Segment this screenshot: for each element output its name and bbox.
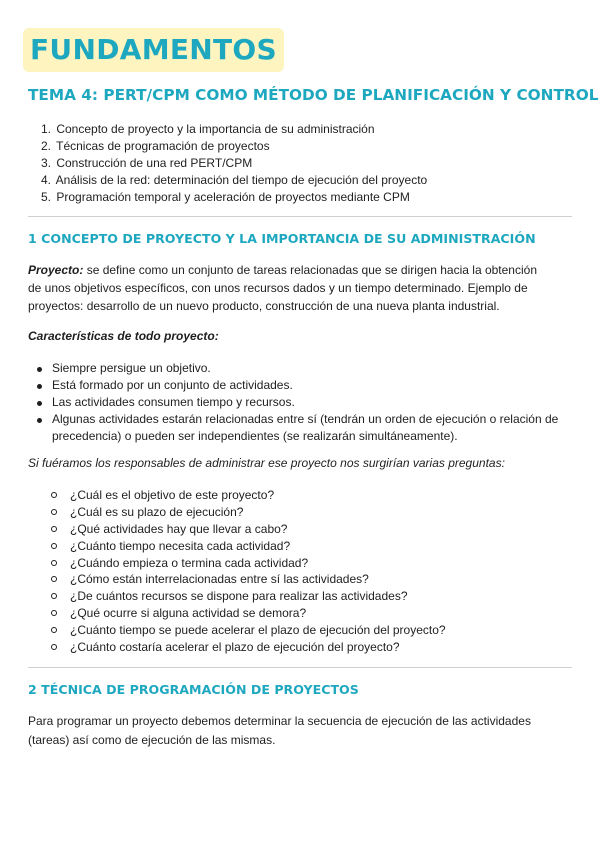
list-item-text: Está formado por un conjunto de actividades. <box>52 378 293 392</box>
characteristics-list <box>28 360 572 445</box>
circle-bullet-icon <box>51 644 57 650</box>
toc-item <box>28 189 568 206</box>
list-item <box>50 639 570 656</box>
paragraph-line: (tareas) así como de ejecución de las mismas. <box>28 733 276 747</box>
list-item <box>50 521 570 538</box>
toc-item <box>28 155 568 172</box>
list-item <box>50 622 570 639</box>
question-text: ¿Cuál es el objetivo de este proyecto? <box>70 488 275 502</box>
list-item <box>28 360 572 377</box>
definition-line <box>28 261 572 279</box>
table-of-contents <box>28 121 568 206</box>
circle-bullet-icon <box>51 526 57 532</box>
section-divider <box>28 216 572 217</box>
list-item-text: Siempre persigue un objetivo. <box>52 361 211 375</box>
toc-text: Concepto de proyecto y la importancia de su administración <box>56 122 375 136</box>
toc-item <box>28 138 568 155</box>
circle-bullet-icon <box>51 627 57 633</box>
list-item-text: Algunas actividades estarán relacionadas entre sí (tendrán un orden de ejecución o relación de precedencia) o pueden ser independientes (se realizarán simultáneamente). <box>52 412 559 443</box>
toc-item <box>28 121 568 138</box>
question-text: ¿Qué ocurre si alguna actividad se demora? <box>70 606 307 621</box>
list-item <box>28 394 572 411</box>
topic-title: TEMA 4: PERT/CPM COMO MÉTODO DE PLANIFICACIÓN Y CONTROL <box>28 86 599 104</box>
toc-text: Análisis de la red: determinación del tiempo de ejecución del proyecto <box>55 173 428 187</box>
question-text: ¿Cuánto costaría acelerar el plazo de ejecución del proyecto? <box>70 640 400 655</box>
section-divider <box>28 667 572 668</box>
list-item <box>28 377 572 394</box>
list-item <box>50 571 570 588</box>
question-text: ¿Cómo están interrelacionadas entre sí las actividades? <box>70 572 369 587</box>
questions-intro: Si fuéramos los responsables de administrar ese proyecto nos surgirían varias preguntas: <box>28 456 505 470</box>
question-text: ¿Cuándo empieza o termina cada actividad? <box>70 555 309 570</box>
list-item-text: Las actividades consumen tiempo y recursos. <box>52 395 295 409</box>
question-text: ¿De cuántos recursos se dispone para realizar las actividades? <box>70 589 408 604</box>
toc-number: 1. <box>40 122 51 136</box>
toc-text: Técnicas de programación de proyectos <box>56 139 270 153</box>
circle-bullet-icon <box>51 593 57 599</box>
section-2-paragraph <box>28 712 572 750</box>
question-text: ¿Cuánto tiempo necesita cada actividad? <box>70 538 291 553</box>
bullet-icon <box>37 418 42 423</box>
definition-paragraph <box>28 261 572 315</box>
section-1-title: 1 CONCEPTO DE PROYECTO Y LA IMPORTANCIA DE SU ADMINISTRACIÓN <box>28 231 536 246</box>
question-text: ¿Cuánto tiempo se puede acelerar el plazo de ejecución del proyecto? <box>70 623 446 638</box>
toc-text: Construcción de una red PERT/CPM <box>56 156 253 170</box>
list-item <box>50 487 570 504</box>
toc-number: 4. <box>40 173 51 187</box>
definition-text: se define como un conjunto de tareas relacionadas que se dirigen hacia la obtención <box>83 263 537 277</box>
toc-number: 2. <box>40 139 51 153</box>
page-title: FUNDAMENTOS <box>23 28 284 72</box>
toc-text: Programación temporal y aceleración de proyectos mediante CPM <box>56 190 410 204</box>
circle-bullet-icon <box>51 509 57 515</box>
definition-line: proyectos: desarrollo de un nuevo producto, construcción de una nueva planta industrial. <box>28 299 500 313</box>
circle-bullet-icon <box>51 543 57 549</box>
list-item <box>50 555 570 572</box>
definition-line: de unos objetivos específicos, con unos recursos dados y un tiempo determinado. Ejemplo de <box>28 281 528 295</box>
questions-list <box>50 487 570 656</box>
question-text: ¿Cuál es su plazo de ejecución? <box>70 504 244 519</box>
section-2-title: 2 TÉCNICA DE PROGRAMACIÓN DE PROYECTOS <box>28 682 359 697</box>
circle-bullet-icon <box>51 610 57 616</box>
circle-bullet-icon <box>51 576 57 582</box>
question-text: ¿Qué actividades hay que llevar a cabo? <box>70 521 288 536</box>
circle-bullet-icon <box>51 560 57 566</box>
list-item <box>50 504 570 521</box>
list-item <box>28 411 572 445</box>
list-item <box>50 605 570 622</box>
bullet-icon <box>37 384 42 389</box>
toc-number: 5. <box>40 190 51 204</box>
bullet-icon <box>37 401 42 406</box>
circle-bullet-icon <box>51 492 57 498</box>
toc-number: 3. <box>40 156 51 170</box>
list-item <box>50 538 570 555</box>
bullet-icon <box>37 367 42 372</box>
characteristics-heading: Características de todo proyecto: <box>28 329 219 343</box>
definition-label: Proyecto: <box>28 263 84 277</box>
toc-item <box>28 172 568 189</box>
paragraph-line: Para programar un proyecto debemos determinar la secuencia de ejecución de las actividades <box>28 714 531 728</box>
list-item <box>50 588 570 605</box>
